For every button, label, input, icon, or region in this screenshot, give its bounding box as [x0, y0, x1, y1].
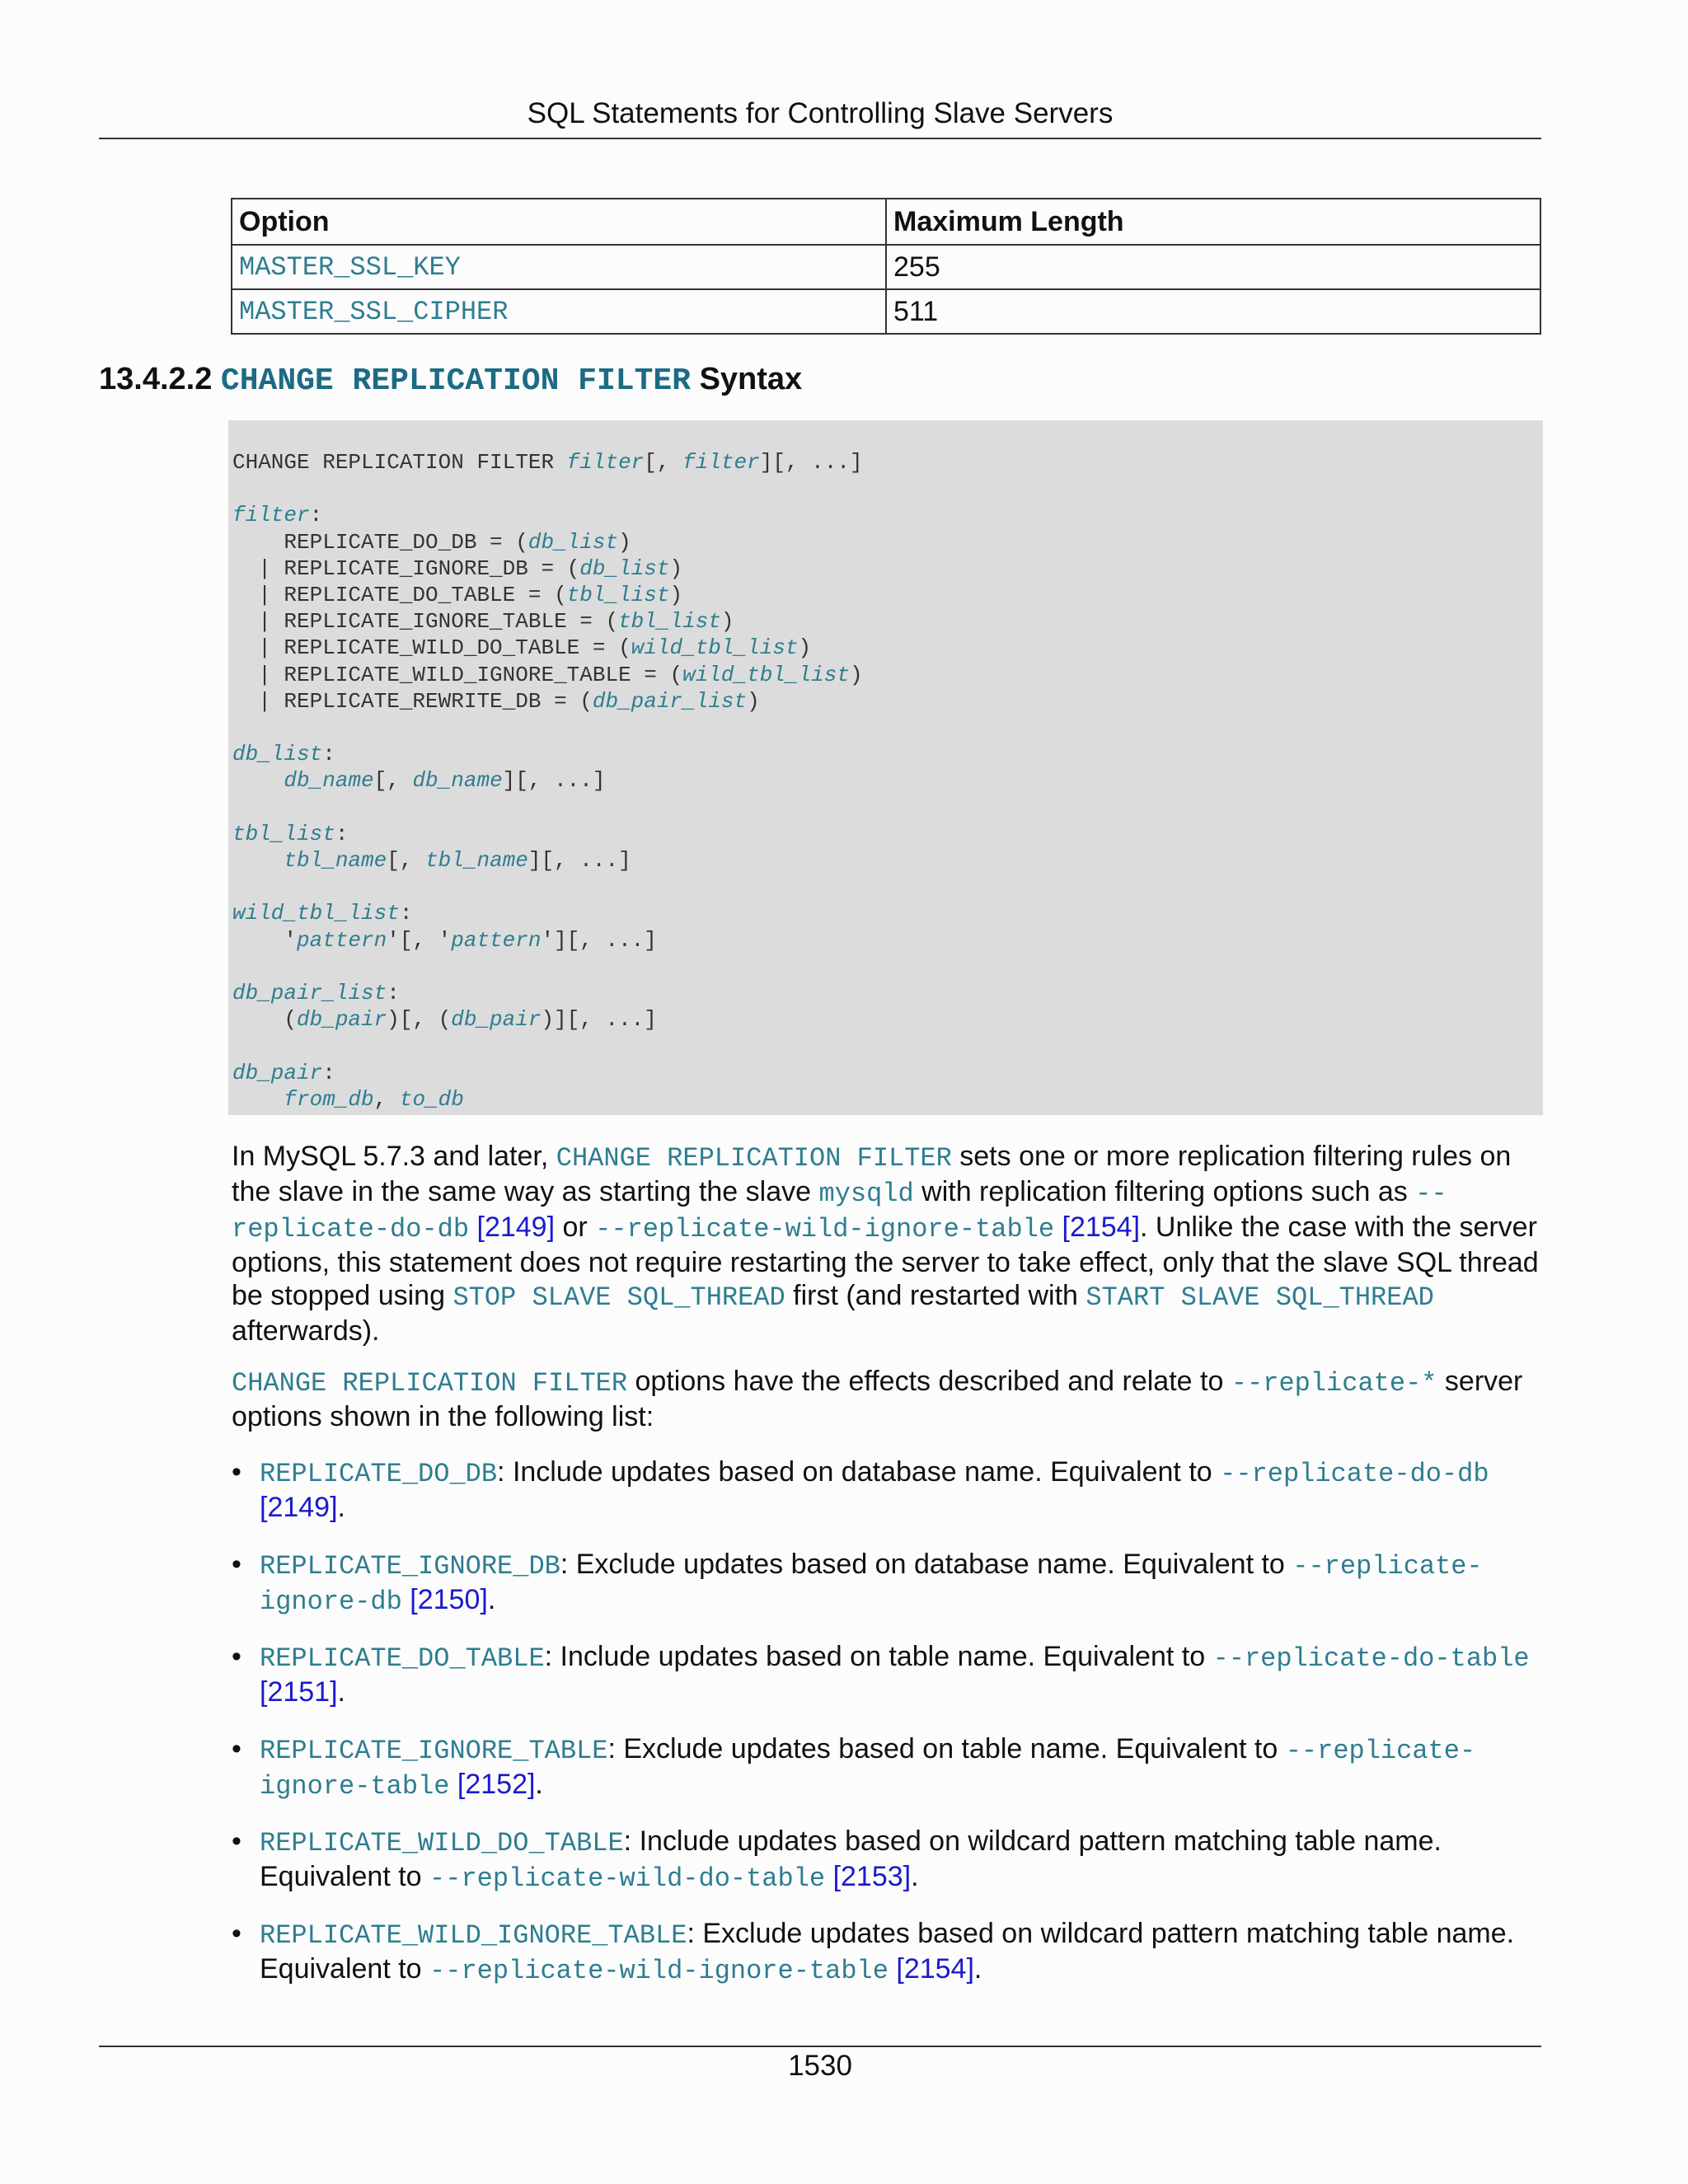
- syntax-code-block: [228, 420, 1543, 1115]
- syntax-literal: | REPLICATE_IGNORE_DB = (: [232, 555, 580, 581]
- intro-paragraph: [232, 1140, 1542, 1347]
- bullet-icon: •: [232, 1641, 241, 1672]
- syntax-literal: | REPLICATE_REWRITE_DB = (: [232, 688, 593, 714]
- bullet-icon: •: [232, 1549, 241, 1580]
- page-ref-link[interactable]: [2150]: [410, 1584, 488, 1615]
- table-row: [232, 289, 1540, 334]
- section-heading: [99, 359, 802, 402]
- code-line: [232, 608, 863, 635]
- syntax-literal: | REPLICATE_DO_TABLE = (: [232, 583, 567, 607]
- syntax-literal: ): [798, 635, 812, 661]
- option-length-table: [231, 198, 1541, 335]
- code-line: [232, 502, 863, 528]
- text: : Exclude updates based on database name. Equivalent to: [560, 1549, 1293, 1580]
- syntax-variable: wild_tbl_list: [232, 901, 400, 926]
- code-line: [232, 476, 863, 502]
- syntax-variable: tbl_name: [425, 848, 528, 873]
- filter-option-link[interactable]: REPLICATE_DO_DB: [260, 1459, 498, 1489]
- page-ref-link[interactable]: [2149]: [476, 1212, 556, 1243]
- syntax-variable: db_pair_list: [592, 688, 748, 714]
- code-line: [232, 662, 863, 688]
- syntax-code: [232, 449, 863, 1113]
- syntax-literal: [232, 768, 284, 793]
- syntax-literal: ][, ...]: [759, 450, 863, 475]
- footer-rule: [99, 2046, 1541, 2047]
- section-number: 13.4.2.2: [99, 362, 213, 396]
- syntax-literal: CHANGE REPLICATION FILTER: [232, 450, 567, 475]
- equivalent-option-link[interactable]: --replicate-do-db: [1220, 1459, 1489, 1489]
- code-line: [232, 741, 863, 767]
- code-line: [232, 449, 863, 476]
- column-header-max-length: Maximum Length: [886, 199, 1540, 245]
- code-line: [232, 1006, 863, 1033]
- statement-link[interactable]: CHANGE REPLICATION FILTER: [232, 1368, 628, 1399]
- syntax-variable: filter: [232, 503, 310, 528]
- syntax-variable: db_list: [232, 742, 323, 767]
- syntax-variable: db_name: [412, 768, 503, 794]
- syntax-literal: :: [322, 1060, 335, 1085]
- syntax-literal: ): [747, 688, 760, 714]
- text: sets one or more replication filtering rules on the slave in the same way as starting the slave: [232, 1141, 1512, 1207]
- syntax-literal: :: [335, 821, 349, 846]
- column-header-option: Option: [232, 199, 886, 245]
- syntax-variable: db_list: [579, 555, 670, 581]
- max-length-value: 255: [886, 245, 1540, 289]
- code-line: [232, 1086, 863, 1113]
- option-link[interactable]: --replicate-wild-ignore-table: [595, 1214, 1055, 1244]
- list-item: • REPLICATE_IGNORE_DB: Exclude updates based on database name. Equivalent to --replicate-ignore-db [2150].: [232, 1549, 1483, 1617]
- equivalent-option-link[interactable]: --replicate-wild-do-table: [429, 1863, 826, 1894]
- code-line: [232, 874, 863, 900]
- equivalent-option-link[interactable]: --replicate-wild-ignore-table: [429, 1956, 889, 1986]
- code-line: [232, 582, 863, 608]
- syntax-literal: | REPLICATE_WILD_IGNORE_TABLE = (: [232, 662, 683, 687]
- filter-option-link[interactable]: REPLICATE_IGNORE_DB: [260, 1551, 560, 1582]
- syntax-variable: filter: [566, 450, 645, 475]
- syntax-variable: to_db: [399, 1086, 464, 1112]
- option-name-link[interactable]: MASTER_SSL_CIPHER: [232, 289, 886, 334]
- syntax-literal: [232, 1087, 284, 1112]
- running-header: SQL Statements for Controlling Slave Servers: [527, 97, 1114, 129]
- syntax-variable: wild_tbl_list: [682, 662, 850, 687]
- list-item: • REPLICATE_WILD_IGNORE_TABLE: Exclude updates based on wildcard pattern matching table name. Equivalent to --replicate-wild-ignore-table [2154].: [232, 1918, 1515, 1986]
- code-line: [232, 635, 863, 661]
- code-line: [232, 794, 863, 821]
- statement-link[interactable]: START SLAVE SQL_THREAD: [1085, 1282, 1434, 1313]
- code-line: [232, 821, 863, 847]
- list-item: • REPLICATE_IGNORE_TABLE: Exclude updates based on table name. Equivalent to --replicate-ignore-table [2152].: [232, 1733, 1476, 1802]
- code-line: [232, 954, 863, 980]
- syntax-variable: db_pair_list: [232, 980, 387, 1005]
- equivalent-option-link[interactable]: --replicate-do-table: [1212, 1643, 1530, 1674]
- page-ref-link[interactable]: [2151]: [260, 1676, 338, 1708]
- filter-option-link[interactable]: REPLICATE_IGNORE_TABLE: [260, 1736, 608, 1766]
- text: : Include updates based on wildcard pattern matching table name. Equivalent to: [260, 1825, 1442, 1892]
- filter-option-link[interactable]: REPLICATE_DO_TABLE: [260, 1643, 545, 1674]
- text: In MySQL 5.7.3 and later,: [232, 1141, 556, 1172]
- syntax-literal: :: [322, 742, 335, 767]
- syntax-literal: | REPLICATE_IGNORE_TABLE = (: [232, 609, 619, 635]
- syntax-variable: db_list: [528, 529, 619, 555]
- syntax-variable: filter: [682, 450, 760, 475]
- syntax-literal: [232, 848, 284, 873]
- syntax-literal: ): [669, 583, 683, 607]
- filter-option-link[interactable]: REPLICATE_WILD_DO_TABLE: [260, 1828, 624, 1858]
- table-row: [232, 245, 1540, 289]
- text: afterwards).: [232, 1315, 380, 1347]
- syntax-literal: :: [309, 503, 323, 528]
- syntax-literal: :: [387, 980, 400, 1005]
- syntax-variable: tbl_list: [618, 609, 721, 635]
- code-line: [232, 715, 863, 741]
- bullet-icon: •: [232, 1918, 241, 1949]
- list-item: • REPLICATE_DO_TABLE: Include updates based on table name. Equivalent to --replicate-do-table [2151].: [232, 1641, 1530, 1708]
- filter-option-list: [232, 1455, 1550, 2009]
- filter-option-link[interactable]: REPLICATE_WILD_IGNORE_TABLE: [260, 1920, 687, 1951]
- page-ref-link[interactable]: [2154]: [1062, 1212, 1141, 1243]
- max-length-value: 511: [886, 289, 1540, 334]
- section-suffix: Syntax: [699, 362, 803, 396]
- text: : Include updates based on table name. Equivalent to: [544, 1641, 1213, 1672]
- syntax-variable: tbl_name: [284, 848, 387, 873]
- syntax-variable: tbl_list: [232, 821, 335, 846]
- syntax-literal: ,: [373, 1086, 400, 1112]
- page-ref-link[interactable]: [2154]: [896, 1953, 974, 1985]
- syntax-variable: from_db: [284, 1086, 374, 1112]
- section-keyword: CHANGE REPLICATION FILTER: [220, 363, 691, 399]
- page-ref-link[interactable]: [2149]: [260, 1492, 338, 1523]
- text: options have the effects described and relate to: [627, 1366, 1231, 1397]
- option-name-link[interactable]: MASTER_SSL_KEY: [232, 245, 886, 289]
- text: with replication filtering options such as: [913, 1176, 1416, 1207]
- text: first (and restarted with: [785, 1280, 1086, 1311]
- syntax-literal: )][, ...]: [541, 1007, 657, 1033]
- bullet-icon: •: [232, 1456, 241, 1488]
- syntax-literal: | REPLICATE_WILD_DO_TABLE = (: [232, 635, 631, 661]
- text: : Exclude updates based on wildcard pattern matching table name. Equivalent to: [260, 1918, 1515, 1985]
- text: : Include updates based on database name. Equivalent to: [497, 1456, 1221, 1488]
- code-line: [232, 1060, 863, 1086]
- syntax-variable: pattern: [451, 927, 542, 953]
- table-header-row: [232, 199, 1540, 245]
- syntax-variable: db_name: [284, 768, 374, 794]
- syntax-variable: pattern: [297, 927, 387, 953]
- bullet-icon: •: [232, 1733, 241, 1765]
- statement-link[interactable]: CHANGE REPLICATION FILTER: [556, 1143, 952, 1174]
- syntax-literal: REPLICATE_DO_DB = (: [232, 529, 528, 555]
- syntax-literal: ': [232, 927, 298, 953]
- code-line: [232, 900, 863, 926]
- page-ref-link[interactable]: [2152]: [457, 1769, 536, 1800]
- syntax-variable: tbl_list: [566, 583, 670, 607]
- options-intro-paragraph: [232, 1365, 1542, 1433]
- syntax-variable: db_pair: [297, 1007, 387, 1033]
- syntax-literal: [,: [373, 768, 413, 794]
- syntax-literal: ): [669, 555, 683, 581]
- code-line: [232, 980, 863, 1006]
- code-line: [232, 767, 863, 794]
- syntax-literal: '][, ...]: [541, 927, 657, 953]
- syntax-literal: (: [232, 1007, 298, 1033]
- option-link[interactable]: --replicate-do-db: [232, 1179, 1447, 1244]
- code-line: [232, 1033, 863, 1059]
- code-line: [232, 847, 863, 874]
- page-number: 1530: [788, 2050, 852, 2082]
- program-link[interactable]: mysqld: [818, 1179, 914, 1209]
- syntax-literal: ): [618, 529, 631, 555]
- syntax-literal: ][, ...]: [502, 768, 606, 794]
- syntax-variable: db_pair: [451, 1007, 542, 1033]
- code-line: [232, 529, 863, 555]
- bullet-icon: •: [232, 1825, 241, 1857]
- syntax-literal: ][, ...]: [528, 848, 631, 873]
- syntax-variable: wild_tbl_list: [631, 635, 799, 661]
- list-item: • REPLICATE_DO_DB: Include updates based on database name. Equivalent to --replicate-do-db [2149].: [232, 1456, 1489, 1523]
- text: or: [555, 1212, 596, 1243]
- syntax-literal: ): [849, 662, 863, 687]
- syntax-literal: )[, (: [387, 1007, 452, 1033]
- equivalent-option-link[interactable]: --replicate-ignore-table: [260, 1736, 1476, 1802]
- list-item: • REPLICATE_WILD_DO_TABLE: Include updates based on wildcard pattern matching table name. Equivalent to --replicate-wild-do-table [2153].: [232, 1825, 1442, 1894]
- syntax-variable: db_pair: [232, 1060, 323, 1085]
- syntax-literal: ): [720, 609, 734, 635]
- syntax-literal: [,: [644, 450, 683, 475]
- syntax-literal: [,: [387, 848, 426, 873]
- code-line: [232, 927, 863, 954]
- text: . Unlike the case with the server options, this statement does not require restarting the server to take effect, only that the slave SQL thread be stopped using: [232, 1212, 1539, 1311]
- header-rule: [99, 138, 1541, 139]
- statement-link[interactable]: STOP SLAVE SQL_THREAD: [452, 1282, 785, 1313]
- syntax-literal: :: [399, 901, 413, 926]
- code-line: [232, 688, 863, 715]
- code-line: [232, 555, 863, 582]
- syntax-literal: '[, ': [387, 927, 452, 953]
- equivalent-option-link[interactable]: --replicate-ignore-db: [260, 1551, 1483, 1617]
- page-ref-link[interactable]: [2153]: [832, 1861, 912, 1892]
- text: server options shown in the following list:: [232, 1366, 1523, 1432]
- option-link[interactable]: --replicate-*: [1231, 1368, 1437, 1399]
- text: : Exclude updates based on table name. Equivalent to: [607, 1733, 1286, 1765]
